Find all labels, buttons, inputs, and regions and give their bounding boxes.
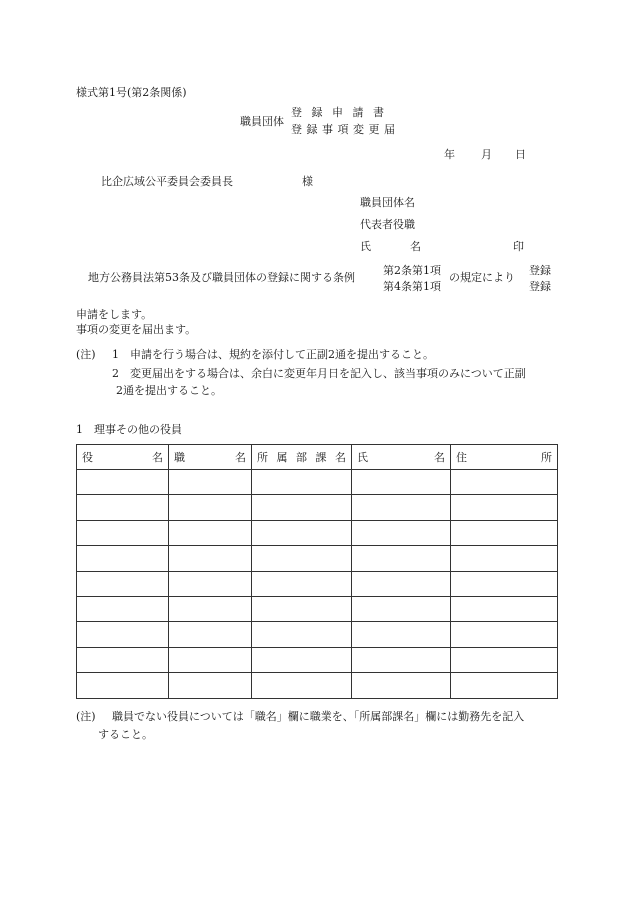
statement-change: 事項の変更を届出ます。 — [76, 323, 197, 336]
cell-department[interactable] — [252, 647, 352, 672]
header-role: 役 名 — [77, 445, 169, 470]
table-body — [77, 470, 558, 699]
header-address: 住 所 — [451, 445, 558, 470]
cell-department[interactable] — [252, 571, 352, 596]
cell-address[interactable] — [451, 546, 558, 571]
title-prefix: 職員団体 — [240, 115, 284, 128]
cell-name[interactable] — [352, 470, 451, 495]
footnote-label: (注) — [76, 710, 96, 723]
section-title: 理事その他の役員 — [94, 423, 182, 436]
cell-role[interactable] — [77, 546, 169, 571]
table-row — [77, 470, 558, 495]
org-name-label: 職員団体名 — [360, 196, 415, 209]
cell-address[interactable] — [451, 520, 558, 545]
note-2-text: 変更届出をする場合は、余白に変更年月日を記入し、該当事項のみについて正副 — [130, 367, 526, 380]
cell-job-title[interactable] — [169, 495, 252, 520]
cell-name[interactable] — [352, 622, 451, 647]
cell-department[interactable] — [252, 673, 352, 698]
date-year: 年 — [444, 148, 455, 161]
cell-job-title[interactable] — [169, 622, 252, 647]
cell-job-title[interactable] — [169, 596, 252, 621]
clause-change: 第4条第1項 — [383, 280, 441, 293]
cell-role[interactable] — [77, 495, 169, 520]
cell-job-title[interactable] — [169, 647, 252, 672]
cell-department[interactable] — [252, 470, 352, 495]
cell-name[interactable] — [352, 495, 451, 520]
legal-basis-middle: の規定により — [449, 271, 515, 284]
cell-name[interactable] — [352, 571, 451, 596]
cell-address[interactable] — [451, 470, 558, 495]
table-row — [77, 647, 558, 672]
table-row — [77, 520, 558, 545]
cell-role[interactable] — [77, 520, 169, 545]
header-name: 氏 名 — [352, 445, 451, 470]
cell-role[interactable] — [77, 622, 169, 647]
note-2-continuation: 2通を提出すること。 — [116, 384, 222, 397]
cell-job-title[interactable] — [169, 546, 252, 571]
cell-address[interactable] — [451, 571, 558, 596]
legal-basis-text: 地方公務員法第53条及び職員団体の登録に関する条例 — [88, 271, 355, 284]
cell-address[interactable] — [451, 495, 558, 520]
cell-department[interactable] — [252, 520, 352, 545]
cell-name[interactable] — [352, 596, 451, 621]
table-row — [77, 546, 558, 571]
cell-address[interactable] — [451, 596, 558, 621]
representative-title-label: 代表者役職 — [360, 218, 415, 231]
date-month: 月 — [481, 148, 492, 161]
clause-registration: 第2条第1項 — [383, 264, 441, 277]
title-line-registration-application: 登 録 申 請 書 — [291, 106, 384, 119]
cell-job-title[interactable] — [169, 571, 252, 596]
cell-role[interactable] — [77, 673, 169, 698]
cell-address[interactable] — [451, 673, 558, 698]
action-registration: 登録 — [529, 264, 551, 277]
table-header-row — [77, 445, 558, 470]
cell-department[interactable] — [252, 546, 352, 571]
header-department: 所 属 部 課 名 — [252, 445, 352, 470]
table-row — [77, 673, 558, 698]
seal-mark: 印 — [513, 240, 524, 253]
table-row — [77, 571, 558, 596]
date-day: 日 — [515, 148, 526, 161]
statement-application: 申請をします。 — [76, 308, 153, 321]
cell-address[interactable] — [451, 622, 558, 647]
form-number: 様式第1号(第2条関係) — [76, 86, 187, 99]
note-1-text: 申請を行う場合は、規約を添付して正副2通を提出すること。 — [130, 348, 434, 361]
cell-department[interactable] — [252, 596, 352, 621]
footnote-line-2: すること。 — [98, 728, 153, 741]
table-row — [77, 495, 558, 520]
action-change: 登録 — [529, 280, 551, 293]
cell-role[interactable] — [77, 647, 169, 672]
cell-department[interactable] — [252, 495, 352, 520]
cell-name[interactable] — [352, 546, 451, 571]
note-1-number: 1 — [112, 348, 119, 361]
notes-label: (注) — [76, 348, 96, 361]
footnote-line-1: 職員でない役員については「職名」欄に職業を、「所属部課名」欄には勤務先を記入 — [112, 710, 525, 723]
cell-name[interactable] — [352, 520, 451, 545]
addressee-name: 比企広域公平委員会委員長 — [101, 175, 233, 188]
title-line-change-notification: 登 録 事 項 変 更 届 — [291, 123, 395, 136]
cell-name[interactable] — [352, 647, 451, 672]
cell-department[interactable] — [252, 622, 352, 647]
cell-name[interactable] — [352, 673, 451, 698]
name-label-family: 氏 — [360, 240, 371, 253]
table-row — [77, 596, 558, 621]
note-2-number: 2 — [112, 367, 119, 380]
header-job-title: 職 名 — [169, 445, 252, 470]
name-label-given: 名 — [410, 240, 421, 253]
cell-job-title[interactable] — [169, 470, 252, 495]
cell-job-title[interactable] — [169, 673, 252, 698]
section-number: 1 — [76, 423, 83, 436]
cell-role[interactable] — [77, 596, 169, 621]
cell-job-title[interactable] — [169, 520, 252, 545]
cell-address[interactable] — [451, 647, 558, 672]
addressee-honorific: 様 — [302, 175, 313, 188]
cell-role[interactable] — [77, 470, 169, 495]
table-row — [77, 622, 558, 647]
officers-table — [76, 444, 558, 699]
cell-role[interactable] — [77, 571, 169, 596]
